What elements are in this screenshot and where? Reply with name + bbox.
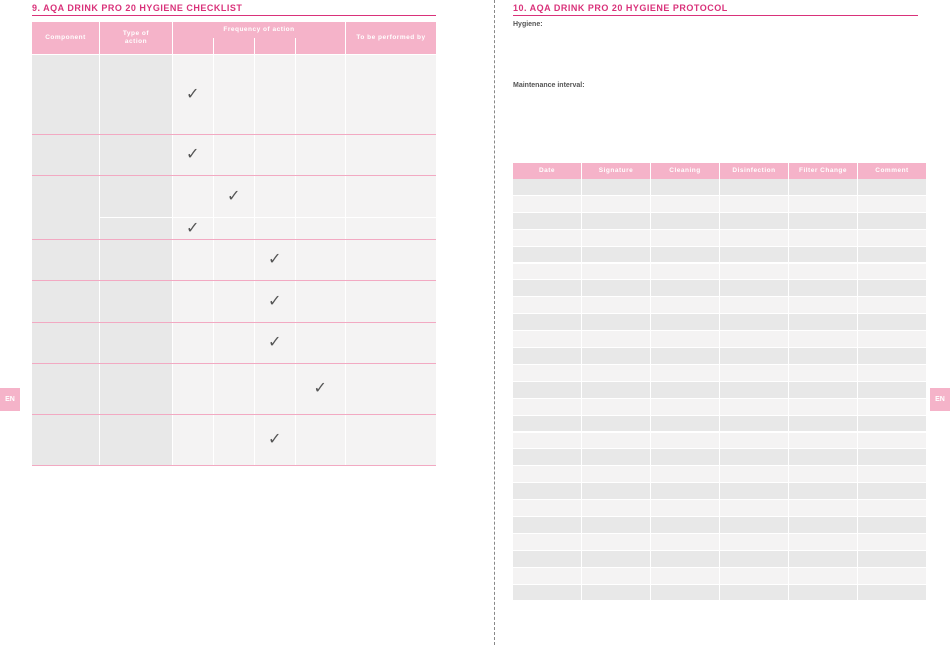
- protocol-cell[interactable]: [789, 314, 857, 330]
- checklist-cell: [296, 240, 345, 280]
- protocol-cell[interactable]: [582, 449, 650, 465]
- checklist-cell: [32, 55, 99, 134]
- checklist-cell: [346, 218, 436, 239]
- protocol-cell[interactable]: [720, 517, 788, 533]
- protocol-cell[interactable]: [582, 179, 650, 195]
- checklist-cell: [255, 55, 295, 134]
- protocol-cell[interactable]: [720, 331, 788, 347]
- protocol-cell[interactable]: [858, 280, 926, 296]
- protocol-cell[interactable]: [720, 314, 788, 330]
- row-separator: [32, 363, 436, 364]
- checklist-cell: [32, 323, 99, 363]
- protocol-cell[interactable]: [651, 399, 719, 415]
- checklist-cell: [296, 281, 345, 322]
- protocol-cell[interactable]: [858, 213, 926, 229]
- protocol-cell[interactable]: [651, 264, 719, 280]
- checklist-cell: [214, 415, 254, 465]
- protocol-cell[interactable]: [720, 196, 788, 212]
- header-frequency-sub-4: [296, 38, 345, 54]
- protocol-cell[interactable]: [651, 230, 719, 246]
- protocol-cell[interactable]: [582, 382, 650, 398]
- protocol-cell[interactable]: [858, 196, 926, 212]
- header-type-of-action: Type of action: [100, 22, 172, 54]
- maintenance-interval-label: Maintenance interval:: [513, 82, 585, 89]
- protocol-cell[interactable]: [513, 331, 581, 347]
- protocol-title: 10. AQA DRINK PRO 20 HYGIENE PROTOCOL: [513, 3, 728, 13]
- protocol-cell[interactable]: [720, 500, 788, 516]
- checklist-cell: [100, 364, 172, 414]
- row-separator: [32, 414, 436, 415]
- protocol-cell[interactable]: [720, 483, 788, 499]
- protocol-cell[interactable]: [789, 433, 857, 449]
- protocol-cell[interactable]: [582, 196, 650, 212]
- protocol-cell[interactable]: [858, 534, 926, 550]
- protocol-cell[interactable]: [789, 534, 857, 550]
- protocol-header-comment: Comment: [858, 163, 926, 179]
- protocol-cell[interactable]: [789, 585, 857, 601]
- protocol-cell[interactable]: [651, 534, 719, 550]
- checklist-cell: [173, 323, 213, 363]
- checklist-cell: [296, 55, 345, 134]
- checklist-cell: [255, 176, 295, 217]
- protocol-cell[interactable]: [789, 449, 857, 465]
- protocol-cell[interactable]: [720, 551, 788, 567]
- protocol-header-signature: Signature: [582, 163, 650, 179]
- header-frequency-sub-1: [173, 38, 213, 54]
- protocol-cell[interactable]: [858, 348, 926, 364]
- checklist-cell: [100, 281, 172, 322]
- protocol-cell[interactable]: [789, 213, 857, 229]
- checklist-cell: [173, 240, 213, 280]
- protocol-cell[interactable]: [582, 483, 650, 499]
- protocol-cell[interactable]: [651, 449, 719, 465]
- protocol-cell[interactable]: [513, 517, 581, 533]
- row-separator: [32, 134, 436, 135]
- checklist-cell: [32, 176, 99, 239]
- checklist-cell: [346, 55, 436, 134]
- protocol-cell[interactable]: [858, 264, 926, 280]
- checklist-cell: [100, 415, 172, 465]
- checklist-cell: [100, 218, 172, 239]
- checklist-cell: [346, 240, 436, 280]
- protocol-cell[interactable]: [789, 568, 857, 584]
- protocol-cell[interactable]: [720, 568, 788, 584]
- protocol-cell[interactable]: [720, 264, 788, 280]
- protocol-cell[interactable]: [720, 365, 788, 381]
- protocol-cell[interactable]: [789, 264, 857, 280]
- row-separator: [32, 239, 436, 240]
- protocol-cell[interactable]: [513, 466, 581, 482]
- protocol-header-cleaning: Cleaning: [651, 163, 719, 179]
- protocol-cell[interactable]: [858, 230, 926, 246]
- checklist-cell: [346, 176, 436, 217]
- protocol-cell[interactable]: [582, 297, 650, 313]
- checklist-cell: [214, 55, 254, 134]
- checklist-cell: [100, 240, 172, 280]
- checkmark-icon: ✓: [186, 217, 200, 237]
- protocol-cell[interactable]: [858, 399, 926, 415]
- protocol-cell[interactable]: [513, 551, 581, 567]
- protocol-cell[interactable]: [582, 500, 650, 516]
- checkmark-icon: ✓: [186, 83, 200, 103]
- protocol-cell[interactable]: [651, 213, 719, 229]
- protocol-cell[interactable]: [513, 230, 581, 246]
- protocol-cell[interactable]: [651, 585, 719, 601]
- protocol-cell[interactable]: [651, 466, 719, 482]
- protocol-cell[interactable]: [789, 551, 857, 567]
- protocol-cell[interactable]: [513, 483, 581, 499]
- checklist-cell: [100, 135, 172, 175]
- protocol-title-rule: [513, 15, 918, 16]
- checklist-cell: [346, 364, 436, 414]
- protocol-cell[interactable]: [858, 585, 926, 601]
- protocol-cell[interactable]: [513, 416, 581, 432]
- protocol-cell[interactable]: [858, 449, 926, 465]
- checklist-cell: [296, 323, 345, 363]
- protocol-cell[interactable]: [582, 331, 650, 347]
- checklist-cell: [296, 176, 345, 217]
- protocol-cell[interactable]: [789, 517, 857, 533]
- protocol-cell[interactable]: [513, 348, 581, 364]
- protocol-cell[interactable]: [651, 517, 719, 533]
- checklist-cell: [255, 135, 295, 175]
- checklist-cell: [255, 364, 295, 414]
- protocol-cell[interactable]: [513, 568, 581, 584]
- checklist-cell: [173, 176, 213, 217]
- checkmark-icon: ✓: [227, 185, 241, 205]
- protocol-cell[interactable]: [858, 483, 926, 499]
- checkmark-icon: ✓: [268, 429, 282, 448]
- protocol-cell[interactable]: [858, 500, 926, 516]
- checklist-cell: [173, 415, 213, 465]
- protocol-cell[interactable]: [582, 230, 650, 246]
- checklist-cell: [296, 218, 345, 239]
- protocol-cell[interactable]: [720, 230, 788, 246]
- checklist-cell: [296, 135, 345, 175]
- protocol-cell[interactable]: [582, 517, 650, 533]
- protocol-cell[interactable]: [720, 449, 788, 465]
- protocol-cell[interactable]: [651, 196, 719, 212]
- header-frequency-sub-2: [214, 38, 254, 54]
- protocol-cell[interactable]: [789, 416, 857, 432]
- protocol-cell[interactable]: [858, 365, 926, 381]
- protocol-header-date: Date: [513, 163, 581, 179]
- checklist-title: 9. AQA DRINK PRO 20 HYGIENE CHECKLIST: [32, 3, 243, 13]
- protocol-cell[interactable]: [720, 433, 788, 449]
- protocol-cell[interactable]: [789, 399, 857, 415]
- header-performed-by: To be performed by: [346, 22, 436, 54]
- protocol-cell[interactable]: [858, 382, 926, 398]
- protocol-cell[interactable]: [720, 179, 788, 195]
- protocol-cell[interactable]: [858, 314, 926, 330]
- protocol-cell[interactable]: [720, 466, 788, 482]
- protocol-cell[interactable]: [720, 534, 788, 550]
- protocol-cell[interactable]: [720, 382, 788, 398]
- protocol-cell[interactable]: [720, 348, 788, 364]
- checklist-cell: [214, 281, 254, 322]
- row-separator: [32, 175, 436, 176]
- protocol-cell[interactable]: [651, 500, 719, 516]
- hygiene-label: Hygiene:: [513, 21, 543, 28]
- protocol-cell[interactable]: [651, 280, 719, 296]
- protocol-cell[interactable]: [651, 483, 719, 499]
- protocol-cell[interactable]: [651, 365, 719, 381]
- checkmark-icon: ✓: [268, 249, 282, 268]
- checklist-cell: [32, 415, 99, 465]
- checklist-cell: [346, 135, 436, 175]
- protocol-cell[interactable]: [720, 280, 788, 296]
- protocol-cell[interactable]: [582, 365, 650, 381]
- protocol-cell[interactable]: [582, 585, 650, 601]
- checkmark-icon: ✓: [268, 332, 282, 351]
- protocol-cell[interactable]: [651, 314, 719, 330]
- protocol-cell[interactable]: [858, 568, 926, 584]
- protocol-cell[interactable]: [651, 551, 719, 567]
- protocol-cell[interactable]: [582, 551, 650, 567]
- protocol-cell[interactable]: [651, 433, 719, 449]
- checkmark-icon: ✓: [268, 290, 282, 310]
- checklist-cell: [346, 323, 436, 363]
- row-separator: [32, 465, 436, 466]
- protocol-cell[interactable]: [789, 466, 857, 482]
- protocol-cell[interactable]: [720, 399, 788, 415]
- protocol-cell[interactable]: [513, 247, 581, 263]
- protocol-cell[interactable]: [513, 179, 581, 195]
- protocol-cell[interactable]: [789, 382, 857, 398]
- protocol-cell[interactable]: [858, 179, 926, 195]
- protocol-cell[interactable]: [582, 213, 650, 229]
- protocol-cell[interactable]: [789, 297, 857, 313]
- checklist-cell: [173, 364, 213, 414]
- protocol-cell[interactable]: [789, 247, 857, 263]
- protocol-cell[interactable]: [651, 348, 719, 364]
- row-separator: [32, 322, 436, 323]
- header-frequency: Frequency of action: [173, 22, 345, 38]
- checklist-cell: [100, 323, 172, 363]
- protocol-cell[interactable]: [582, 534, 650, 550]
- protocol-cell[interactable]: [858, 466, 926, 482]
- protocol-cell[interactable]: [720, 297, 788, 313]
- protocol-cell[interactable]: [513, 433, 581, 449]
- protocol-cell[interactable]: [651, 416, 719, 432]
- checklist-cell: [32, 364, 99, 414]
- protocol-cell[interactable]: [582, 264, 650, 280]
- protocol-cell[interactable]: [513, 365, 581, 381]
- protocol-cell[interactable]: [582, 247, 650, 263]
- protocol-cell[interactable]: [789, 179, 857, 195]
- protocol-cell[interactable]: [858, 551, 926, 567]
- protocol-cell[interactable]: [789, 500, 857, 516]
- protocol-cell[interactable]: [582, 433, 650, 449]
- protocol-cell[interactable]: [582, 314, 650, 330]
- protocol-cell[interactable]: [513, 280, 581, 296]
- protocol-cell[interactable]: [651, 297, 719, 313]
- protocol-header-filter-change: Filter Change: [789, 163, 857, 179]
- protocol-cell[interactable]: [513, 314, 581, 330]
- protocol-cell[interactable]: [789, 483, 857, 499]
- protocol-cell[interactable]: [513, 297, 581, 313]
- protocol-cell[interactable]: [789, 230, 857, 246]
- checklist-cell: [100, 176, 172, 217]
- checklist-cell: [32, 135, 99, 175]
- protocol-cell[interactable]: [513, 213, 581, 229]
- checklist-cell: [255, 218, 295, 239]
- protocol-cell[interactable]: [858, 331, 926, 347]
- protocol-cell[interactable]: [858, 433, 926, 449]
- checklist-cell: [214, 218, 254, 239]
- protocol-cell[interactable]: [513, 196, 581, 212]
- checklist-cell: [296, 415, 345, 465]
- protocol-cell[interactable]: [582, 348, 650, 364]
- protocol-cell[interactable]: [582, 280, 650, 296]
- header-frequency-sub-3: [255, 38, 295, 54]
- language-tab-right: EN: [930, 388, 950, 411]
- row-separator: [32, 280, 436, 281]
- checklist-cell: [346, 281, 436, 322]
- checklist-cell: [32, 281, 99, 322]
- protocol-cell[interactable]: [858, 297, 926, 313]
- protocol-cell[interactable]: [858, 517, 926, 533]
- checklist-cell: [214, 323, 254, 363]
- protocol-cell[interactable]: [651, 382, 719, 398]
- protocol-cell[interactable]: [858, 416, 926, 432]
- protocol-header-disinfection: Disinfection: [720, 163, 788, 179]
- protocol-cell[interactable]: [513, 585, 581, 601]
- protocol-cell[interactable]: [789, 348, 857, 364]
- page-divider: [494, 0, 495, 645]
- protocol-cell[interactable]: [720, 213, 788, 229]
- protocol-cell[interactable]: [720, 585, 788, 601]
- protocol-cell[interactable]: [582, 416, 650, 432]
- protocol-cell[interactable]: [582, 568, 650, 584]
- checklist-cell: [214, 240, 254, 280]
- protocol-cell[interactable]: [651, 179, 719, 195]
- header-component: Component: [32, 22, 99, 54]
- protocol-cell[interactable]: [720, 416, 788, 432]
- checklist-cell: [32, 240, 99, 280]
- checklist-cell: [214, 135, 254, 175]
- protocol-cell[interactable]: [513, 449, 581, 465]
- protocol-cell[interactable]: [582, 466, 650, 482]
- protocol-cell[interactable]: [720, 247, 788, 263]
- protocol-cell[interactable]: [513, 382, 581, 398]
- protocol-cell[interactable]: [789, 331, 857, 347]
- checklist-cell: [100, 55, 172, 134]
- protocol-cell[interactable]: [513, 534, 581, 550]
- protocol-cell[interactable]: [789, 280, 857, 296]
- protocol-cell[interactable]: [582, 399, 650, 415]
- protocol-cell[interactable]: [789, 365, 857, 381]
- checklist-title-rule: [32, 15, 436, 16]
- protocol-cell[interactable]: [858, 247, 926, 263]
- checkmark-icon: ✓: [313, 378, 327, 397]
- protocol-cell[interactable]: [651, 247, 719, 263]
- language-tab-left: EN: [0, 388, 20, 411]
- checklist-cell: [346, 415, 436, 465]
- protocol-cell[interactable]: [789, 196, 857, 212]
- protocol-cell[interactable]: [651, 331, 719, 347]
- protocol-cell[interactable]: [513, 264, 581, 280]
- protocol-cell[interactable]: [651, 568, 719, 584]
- protocol-cell[interactable]: [513, 399, 581, 415]
- protocol-cell[interactable]: [513, 500, 581, 516]
- checklist-cell: [173, 281, 213, 322]
- checklist-cell: [214, 364, 254, 414]
- checkmark-icon: ✓: [186, 144, 200, 163]
